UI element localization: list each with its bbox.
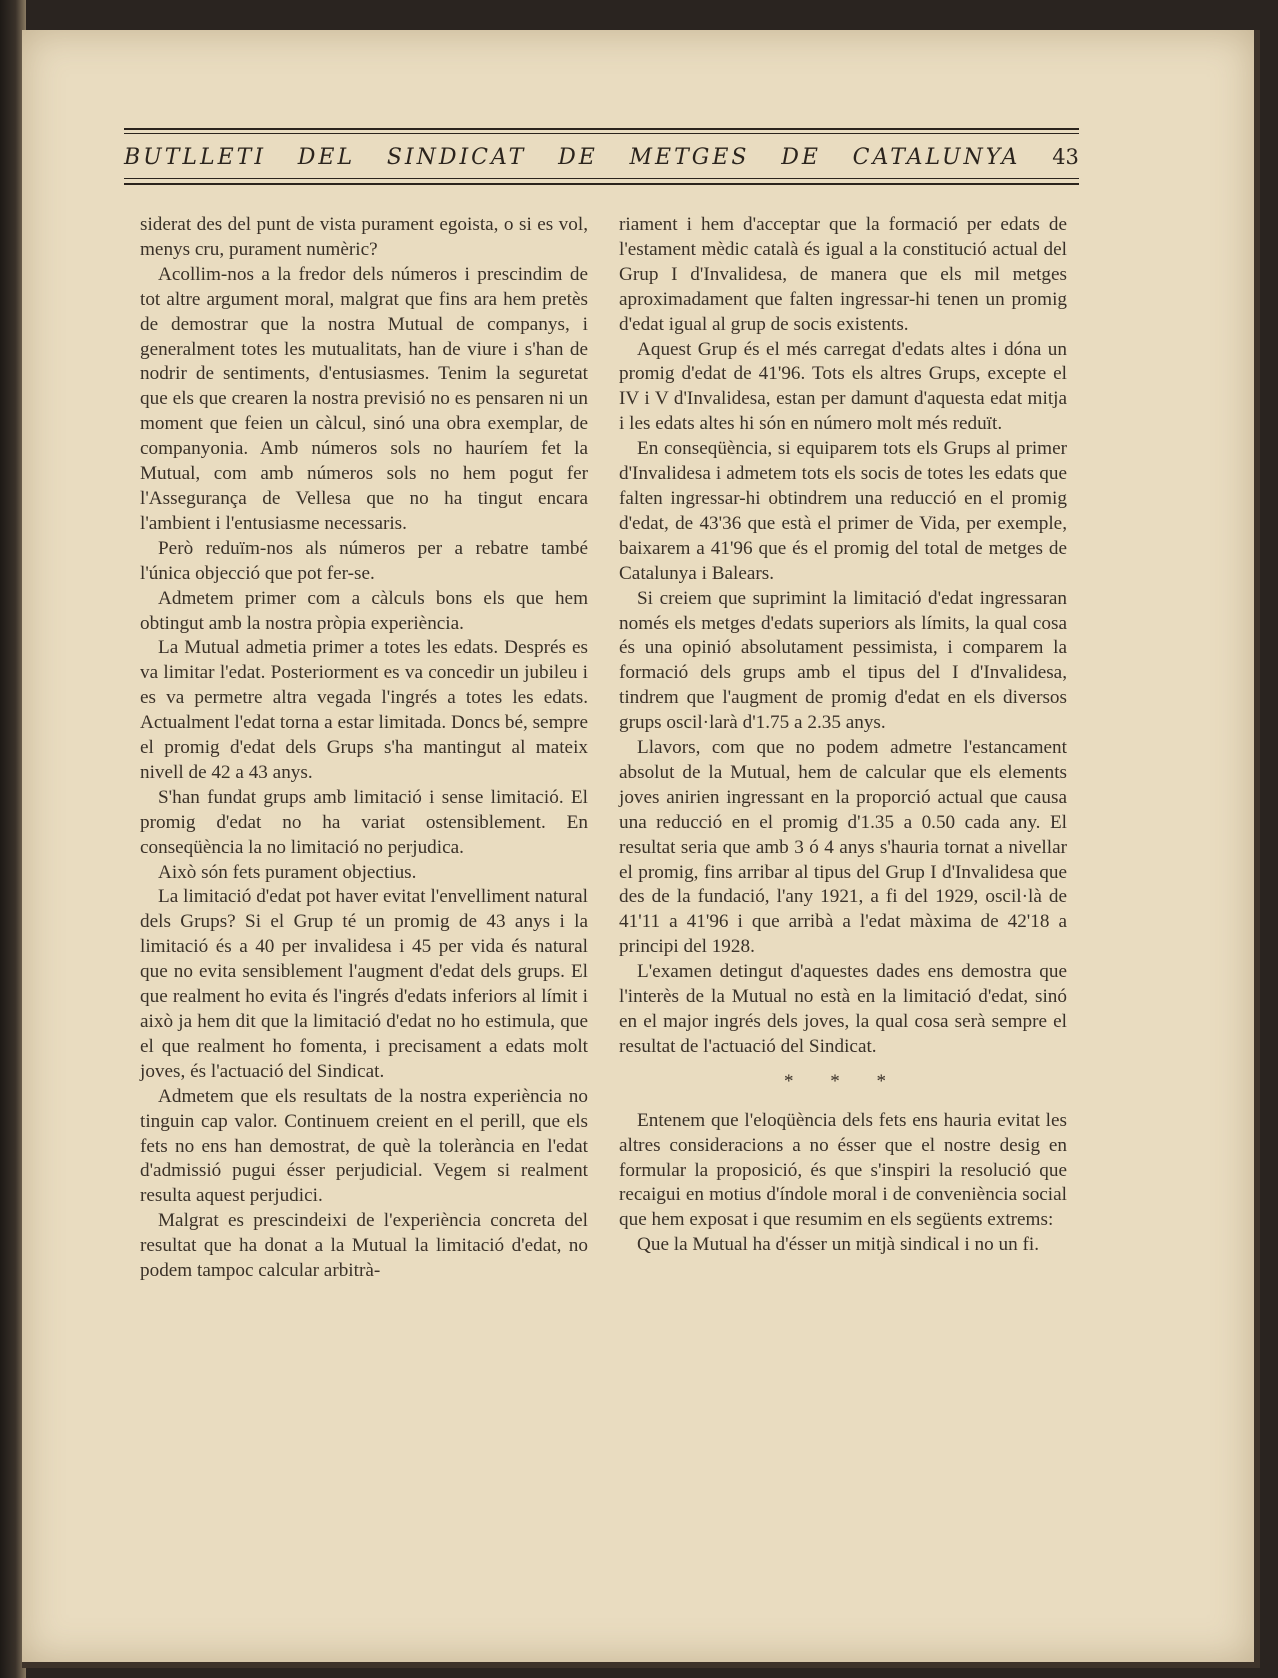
- paragraph: Entenem que l'eloqüència dels fets ens hauria evitat les altres consideracions a no ésser que el nostre desig en formular la proposició, és que s'inspiri la resolució que recaigui en motius d'índole moral i de conveniència social que hem exposat i que resumim en els següents extrems:: [619, 1109, 1067, 1231]
- paragraph: L'examen detingut d'aquestes dades ens demostra que l'interès de la Mutual no està en la limitació d'edat, sinó en el major ingrés dels joves, la qual cosa serà sempre el resultat de l'actuació del Sindicat.: [619, 961, 1067, 1057]
- paragraph: Però reduïm-nos als números per a rebatre també l'única objecció que pot fer-se.: [140, 537, 588, 584]
- title-word: DE: [781, 145, 821, 170]
- right-column: [619, 213, 1067, 1258]
- page-number: 43: [1052, 145, 1079, 169]
- header-rule-top-thin: [124, 133, 1079, 134]
- title-word: SINDICAT: [386, 145, 527, 170]
- paragraph: Admetem que els resultats de la nostra experiència no tinguin cap valor. Continuem creient en el perill, que els fets no ens han demostrat, de què la tolerància en l'edat d'admissió pugui ésser perjudicial. Vegem si realment resulta aquest perjudici.: [140, 1085, 588, 1207]
- title-word: BUTLLETI: [124, 145, 267, 170]
- left-column: [140, 213, 588, 1284]
- header-rule-bottom-thin: [124, 178, 1079, 179]
- header-rule-bottom: [124, 183, 1079, 185]
- running-header: [124, 112, 1079, 196]
- paragraph: Aquest Grup és el més carregat d'edats altes i dóna un promig d'edat de 41'96. Tots els altres Grups, excepte el IV i V d'Invalidesa, estan per damunt d'aquesta edat mitja i les edats altes hi són en número molt més reduït.: [619, 338, 1067, 435]
- title-word: METGES: [629, 145, 750, 170]
- journal-title: [124, 145, 1079, 170]
- paragraph: Que la Mutual ha d'ésser un mitjà sindical i no un fi.: [637, 1234, 1040, 1256]
- paragraph: Llavors, com que no podem admetre l'estancament absolut de la Mutual, hem de calcular que els elements joves anirien ingressant en la proporció actual que causa una reducció en el promig d'1.35 a 0.50 cada any. El resultat seria que amb 3 ó 4 anys s'hauria tornat a nivellar el promig, fins arribar al tipus del Grup I d'Invalidesa que des de la fundació, l'any 1921, a fi del 1929, oscil·là de 41'11 a 41'96 i que arribà a l'edat màxima de 42'18 a principi del 1928.: [619, 737, 1067, 958]
- paragraph: riament i hem d'acceptar que la formació per edats de l'estament mèdic català és igual a la constitució actual del Grup I d'Invalidesa, de manera que els mil metges aproximadament que falten ingressar-hi tenen un promig d'edat igual al grup de socis existents.: [619, 214, 1067, 335]
- paragraph: Acollim-nos a la fredor dels números i prescindim de tot altre argument moral, malgrat que fins ara hem pretès de demostrar que la nostra Mutual de companys, i generalment totes les mutualitats, han de viure i s'han de nodrir de sentiments, d'entusiasmes. Tenim la seguretat que els que crearen la nostra previsió no es pensaren ni un moment que feien un càlcul, sinó una obra exemplar, de companyonia. Amb números sols no hauríem fet la Mutual, com amb números sols no hem pogut fer l'Assegurança de Vellesa que no ha tingut encara l'ambient i l'entusiasme necessaris.: [140, 263, 588, 534]
- paragraph: Això són fets purament objectius.: [158, 861, 417, 883]
- paragraph: La limitació d'edat pot haver evitat l'envelliment natural dels Grups? Si el Grup té un promig de 43 anys i la limitació és a 40 per invalidesa i 45 per vida és natural que no evita sensiblement l'augment d'edat dels grups. El que realment ho evita és l'ingrés d'edats inferiors al límit i això ja hem dit que la limitació d'edat no ho estimula, que el que realment ho fomenta, i precisament a edats molt joves, és l'actuació del Sindicat.: [140, 886, 588, 1082]
- section-separator: * * *: [784, 1070, 902, 1092]
- body-columns: [140, 213, 1080, 1493]
- paragraph: La Mutual admetia primer a totes les edats. Després es va limitar l'edat. Posteriorment es va concedir un jubileu i es va permetre altra vegada l'ingrés a totes les edats. Actualment l'edat torna a estar limitada. Doncs bé, sempre el promig d'edat dels Grups s'ha mantingut al mateix nivell de 42 a 43 anys.: [140, 637, 588, 783]
- title-word: DE: [558, 145, 598, 170]
- title-word: CATALUNYA: [852, 145, 1021, 170]
- paragraph: Si creiem que suprimint la limitació d'edat ingressaran només els metges d'edats superiors als límits, la qual cosa és una opinió absolutament pessimista, i comparem la formació dels grups amb el tipus del I d'Invalidesa, tindrem que l'augment de promig d'edat en els diversos grups oscil·larà d'1.75 a 2.35 anys.: [619, 587, 1067, 734]
- paragraph: En conseqüència, si equiparem tots els Grups al primer d'Invalidesa i admetem tots els socis de totes les edats que falten ingressar-hi obtindrem una reducció en el promig d'edat, de 43'36 que està el primer de Vida, per exemple, baixarem a 41'96 que és el promig del total de metges de Catalunya i Balears.: [619, 438, 1067, 584]
- paragraph: siderat des del punt de vista purament egoista, o si es vol, menys cru, purament numèric?: [140, 214, 588, 260]
- paragraph: Malgrat es prescindeixi de l'experiència concreta del resultat que ha donat a la Mutual la limitació d'edat, no podem tampoc calcular arbitrà-: [140, 1210, 588, 1282]
- paragraph: S'han fundat grups amb limitació i sense limitació. El promig d'edat no ha variat ostensiblement. En conseqüència la no limitació no perjudica.: [140, 786, 588, 858]
- header-rule-top: [124, 128, 1079, 130]
- paragraph: Admetem primer com a càlculs bons els que hem obtingut amb la nostra pròpia experiència.: [140, 587, 588, 634]
- title-word: DEL: [297, 145, 356, 170]
